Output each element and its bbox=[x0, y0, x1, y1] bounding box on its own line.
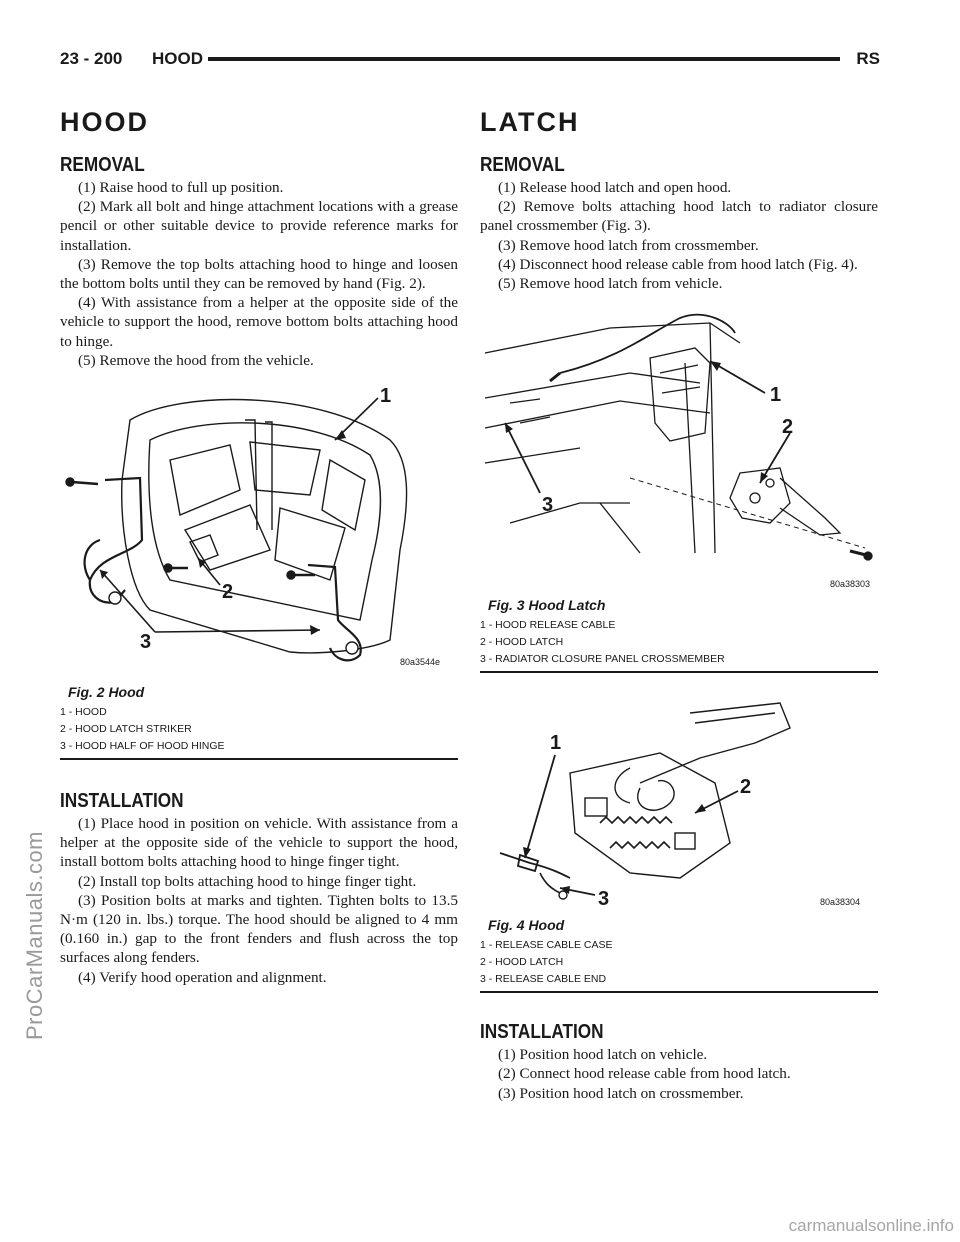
legend-item: 2 - HOOD LATCH bbox=[480, 956, 564, 969]
section-title-hood: HOOD bbox=[60, 107, 149, 137]
legend-item: 2 - HOOD LATCH bbox=[480, 636, 564, 649]
hood-removal-step: (4) With assistance from a helper at the opposite side of the vehicle to support the hood, remove bottom bolts attaching hood to hinge. bbox=[60, 294, 458, 350]
latch-installation-heading: INSTALLATION bbox=[480, 1021, 604, 1044]
legend-item: 1 - RELEASE CABLE CASE bbox=[480, 939, 613, 952]
header-section: HOOD bbox=[152, 49, 203, 68]
page-header bbox=[60, 48, 880, 72]
latch-removal-step: (2) Remove bolts attaching hood latch to radiator closure panel crossmember (Fig. 3). bbox=[480, 198, 878, 235]
callout-label: 1 bbox=[550, 732, 562, 755]
latch-installation-step: (3) Position hood latch on crossmember. bbox=[498, 1084, 744, 1102]
figure-legend bbox=[60, 704, 458, 755]
latch-installation-steps bbox=[480, 1045, 878, 1103]
left-column bbox=[60, 100, 458, 987]
header-rule bbox=[208, 57, 840, 61]
callout-label: 1 bbox=[380, 385, 392, 408]
footer-watermark: carmanualsonline.info bbox=[788, 1216, 954, 1235]
latch-installation-step: (2) Connect hood release cable from hood latch. bbox=[498, 1065, 791, 1083]
hood-removal-steps bbox=[60, 178, 458, 370]
legend-item: 1 - HOOD bbox=[60, 706, 107, 719]
latch-removal-heading: REMOVAL bbox=[480, 154, 565, 176]
side-watermark: ProCarManuals.com bbox=[22, 830, 47, 1040]
page-number: 23 - 200 bbox=[60, 49, 123, 68]
hood-installation-step: (1) Place hood in position on vehicle. With assistance from a helper at the opposite side of the vehicle to support the hood, install bottom bolts attaching hood to hinge finger tight. bbox=[60, 815, 458, 871]
callout-label: 2 bbox=[782, 416, 794, 439]
figure-2-hood bbox=[60, 380, 458, 760]
legend-item: 3 - RADIATOR CLOSURE PANEL CROSSMEMBER bbox=[480, 653, 725, 666]
latch-removal-step: (1) Release hood latch and open hood. bbox=[498, 179, 732, 196]
legend-item: 3 - HOOD HALF OF HOOD HINGE bbox=[60, 740, 225, 753]
figure-code: 80a3544e bbox=[400, 657, 441, 668]
hood-installation-heading: INSTALLATION bbox=[60, 790, 184, 813]
callout-label: 3 bbox=[542, 494, 554, 517]
figure-legend bbox=[480, 617, 878, 668]
hood-installation-step: (3) Position bolts at marks and tighten. Tighten bolts to 13.5 N·m (120 in. lbs.) torque. The hood should be aligned to 4 mm (0.160 in.) gap to the front fenders and flush across the top surfaces along fenders. bbox=[60, 891, 458, 967]
figure-code: 80a38304 bbox=[820, 897, 861, 908]
legend-item: 1 - HOOD RELEASE CABLE bbox=[480, 619, 616, 632]
figure-4-hood bbox=[480, 683, 878, 993]
callout-label: 3 bbox=[598, 888, 610, 911]
right-column bbox=[480, 100, 878, 1103]
hood-installation-step: (2) Install top bolts attaching hood to hinge finger tight. bbox=[78, 872, 417, 890]
release-cable-illustration bbox=[480, 683, 878, 913]
figure-rule bbox=[480, 991, 878, 993]
latch-removal-step: (4) Disconnect hood release cable from hood latch (Fig. 4). bbox=[498, 255, 858, 273]
callout-label: 1 bbox=[770, 384, 782, 407]
hood-illustration bbox=[60, 380, 458, 680]
latch-removal-step: (3) Remove hood latch from crossmember. bbox=[498, 236, 759, 254]
hood-installation-steps bbox=[60, 814, 458, 987]
callout-label: 2 bbox=[740, 776, 752, 799]
hood-removal-heading: REMOVAL bbox=[60, 154, 145, 176]
latch-installation-step: (1) Position hood latch on vehicle. bbox=[498, 1046, 708, 1064]
figure-rule bbox=[60, 758, 458, 760]
callout-label: 2 bbox=[222, 581, 234, 604]
section-title-latch: LATCH bbox=[480, 107, 580, 137]
figure-rule bbox=[480, 671, 878, 673]
figure-3-hood-latch bbox=[480, 303, 878, 673]
figure-caption: Fig. 3 Hood Latch bbox=[488, 597, 606, 614]
hood-removal-step: (5) Remove the hood from the vehicle. bbox=[78, 351, 314, 369]
hood-latch-illustration bbox=[480, 303, 878, 593]
figure-code: 80a38303 bbox=[830, 579, 871, 590]
latch-removal-step: (5) Remove hood latch from vehicle. bbox=[498, 275, 723, 293]
legend-item: 2 - HOOD LATCH STRIKER bbox=[60, 723, 192, 736]
figure-caption: Fig. 4 Hood bbox=[488, 917, 565, 934]
figure-caption: Fig. 2 Hood bbox=[68, 684, 145, 701]
figure-legend bbox=[480, 937, 878, 988]
legend-item: 3 - RELEASE CABLE END bbox=[480, 973, 607, 986]
hood-removal-step: (2) Mark all bolt and hinge attachment locations with a grease pencil or other suitable device to provide reference marks for installation. bbox=[60, 198, 458, 254]
hood-installation-step: (4) Verify hood operation and alignment. bbox=[78, 968, 327, 986]
latch-removal-steps bbox=[480, 178, 878, 293]
hood-removal-step: (1) Raise hood to full up position. bbox=[78, 179, 284, 196]
hood-removal-step: (3) Remove the top bolts attaching hood to hinge and loosen the bottom bolts until they can be removed by hand (Fig. 2). bbox=[60, 255, 458, 293]
header-model: RS bbox=[856, 49, 880, 68]
callout-label: 3 bbox=[140, 631, 152, 654]
